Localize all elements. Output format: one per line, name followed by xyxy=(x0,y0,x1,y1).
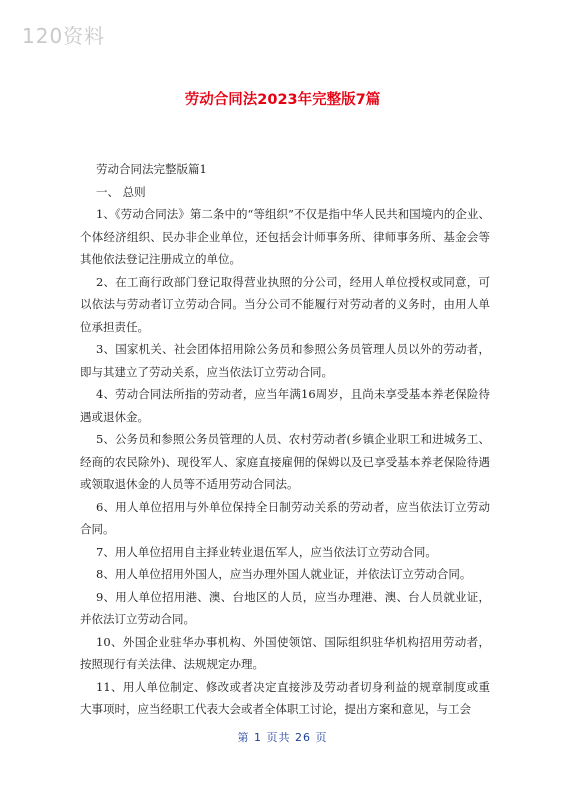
paragraph: 6、用人单位招用与外单位保持全日制劳动关系的劳动者，应当依法订立劳动合同。 xyxy=(80,499,490,536)
paragraph: 11、用人单位制定、修改或者决定直接涉及劳动者切身利益的规章制度或重大事项时，应当经职工代表大会或者全体职工讨论，提出方案和意见，与工会 xyxy=(80,679,490,716)
document-title: 劳动合同法2023年完整版7篇 xyxy=(184,92,381,108)
paragraph: 2、在工商行政部门登记取得营业执照的分公司，经用人单位授权或同意，可以依法与劳动者订立劳动合同。当分公司不能履行对劳动者的义务时，由用人单位承担责任。 xyxy=(80,274,490,334)
section-heading: 劳动合同法完整版篇1 xyxy=(96,162,207,176)
paragraph: 10、外国企业驻华办事机构、外国使领馆、国际组织驻华机构招用劳动者，按照现行有关法律、法规规定办理。 xyxy=(80,634,490,671)
paragraph: 4、劳动合同法所指的劳动者，应当年满16周岁，且尚未享受基本养老保险待遇或退休金。 xyxy=(80,387,490,424)
paragraph: 9、用人单位招用港、澳、台地区的人员，应当办理港、澳、台人员就业证，并依法订立劳动合同。 xyxy=(80,589,490,626)
document-body xyxy=(80,158,490,721)
paragraph: 5、公务员和参照公务员管理的人员、农村劳动者(乡镇企业职工和进城务工、经商的农民除外)、现役军人、家庭直接雇佣的保姆以及已享受基本养老保险待遇或领取退休金的人员等不适用劳动合同法。 xyxy=(80,432,490,491)
paragraph: 3、国家机关、社会团体招用除公务员和参照公务员管理人员以外的劳动者，即与其建立了劳动关系，应当依法订立劳动合同。 xyxy=(80,342,490,379)
paragraph: 8、用人单位招用外国人，应当办理外国人就业证，并依法订立劳动合同。 xyxy=(96,567,472,581)
page-footer: 第 1 页共 26 页 xyxy=(237,731,328,744)
chapter-heading: 一、 总则 xyxy=(96,184,146,199)
watermark: 120资料 xyxy=(22,24,106,48)
paragraph: 7、用人单位招用自主择业转业退伍军人，应当依法订立劳动合同。 xyxy=(96,544,437,559)
paragraph: 1、《劳动合同法》第二条中的“等组织”不仅是指中华人民共和国境内的企业、个体经济组织、民办非企业单位，还包括会计师事务所、律师事务所、基金会等其他依法登记注册成立的单位。 xyxy=(80,207,490,266)
